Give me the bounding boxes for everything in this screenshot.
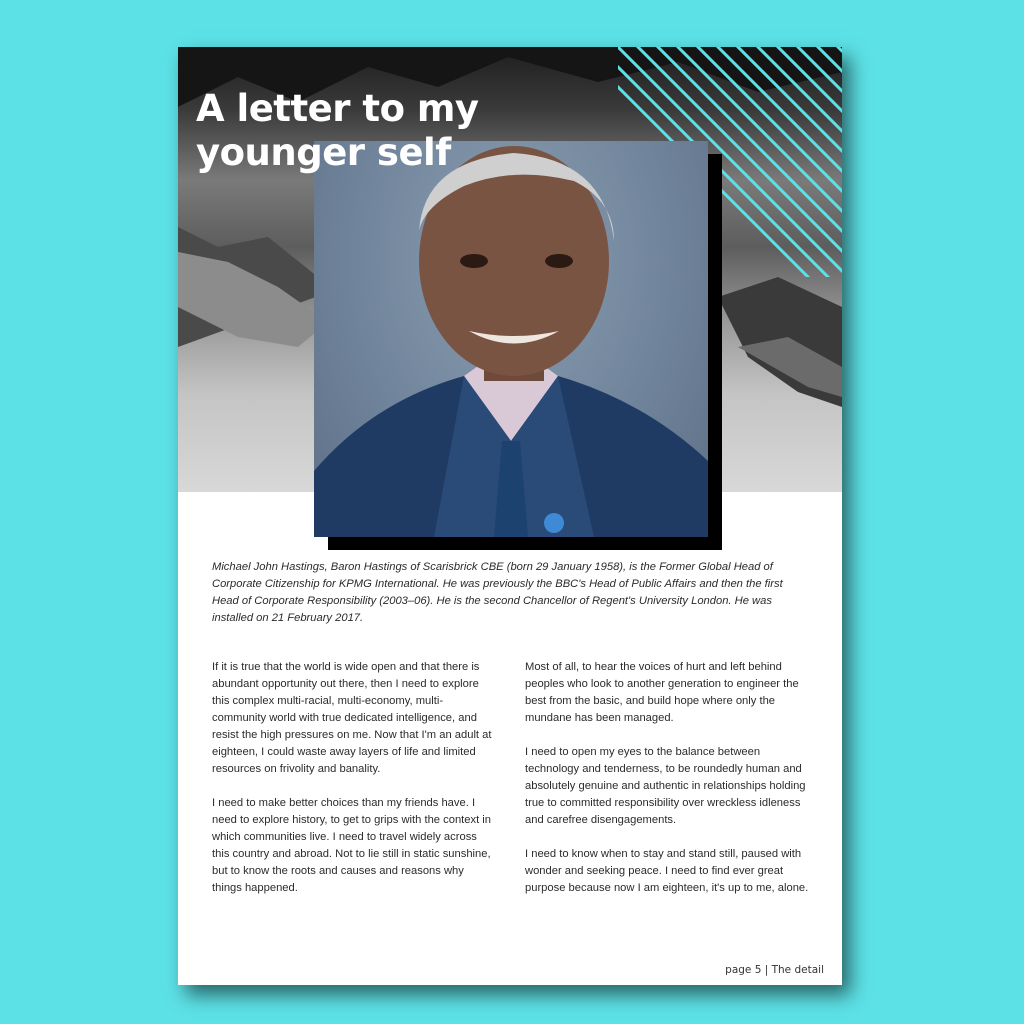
body-paragraph: I need to make better choices than my friends have. I need to explore history, to get to grips with the context in which communities live. I need to travel widely across this country and abroad. Not to lie still in static sunshine, but to know the roots and causes and reasons why things happened. — [212, 797, 492, 894]
portrait-photo — [314, 141, 708, 537]
photo-caption: Michael John Hastings, Baron Hastings of Scarisbrick CBE (born 29 January 1958), is the Former Global Head of Corporate Citizenship for KPMG International. He was previously the BBC's Head of Public Affairs and then the first Head of Corporate Responsibility (2003–06). He is the second Chancellor of Regent's University London. He was installed on 21 February 2017. — [212, 561, 783, 624]
body-column-right — [525, 659, 813, 914]
body-column-left — [212, 659, 496, 914]
magazine-page — [178, 47, 842, 985]
body-paragraph: If it is true that the world is wide open and that there is abundant opportunity out there, then I need to explore this complex multi-racial, multi-economy, multi-community world with true dedicated intelligence, and resist the high pressures on me. Now that I'm an adult at eighteen, I could waste away layers of life and limited resources on frivolity and banality. — [212, 661, 492, 775]
body-paragraph: I need to open my eyes to the balance between technology and tenderness, to be roundedly human and absolutely genuine and authentic in relationships holding true to committed responsibility over wreckless idleness and carefree disengagements. — [525, 746, 806, 826]
article-title — [196, 87, 479, 175]
title-line-1: A letter to my — [196, 87, 479, 130]
body-paragraph: Most of all, to hear the voices of hurt and left behind peoples who look to another generation to engineer the best from the basic, and build hope where only the mundane has been managed. — [525, 661, 799, 724]
title-line-2: younger self — [196, 131, 451, 174]
portrait-illustration — [314, 141, 708, 537]
body-paragraph: I need to know when to stay and stand still, paused with wonder and seeking peace. I need to find ever great purpose because now I am eighteen, it's up to me, alone. — [525, 848, 809, 894]
page-footer: page 5 | The detail — [725, 964, 824, 976]
